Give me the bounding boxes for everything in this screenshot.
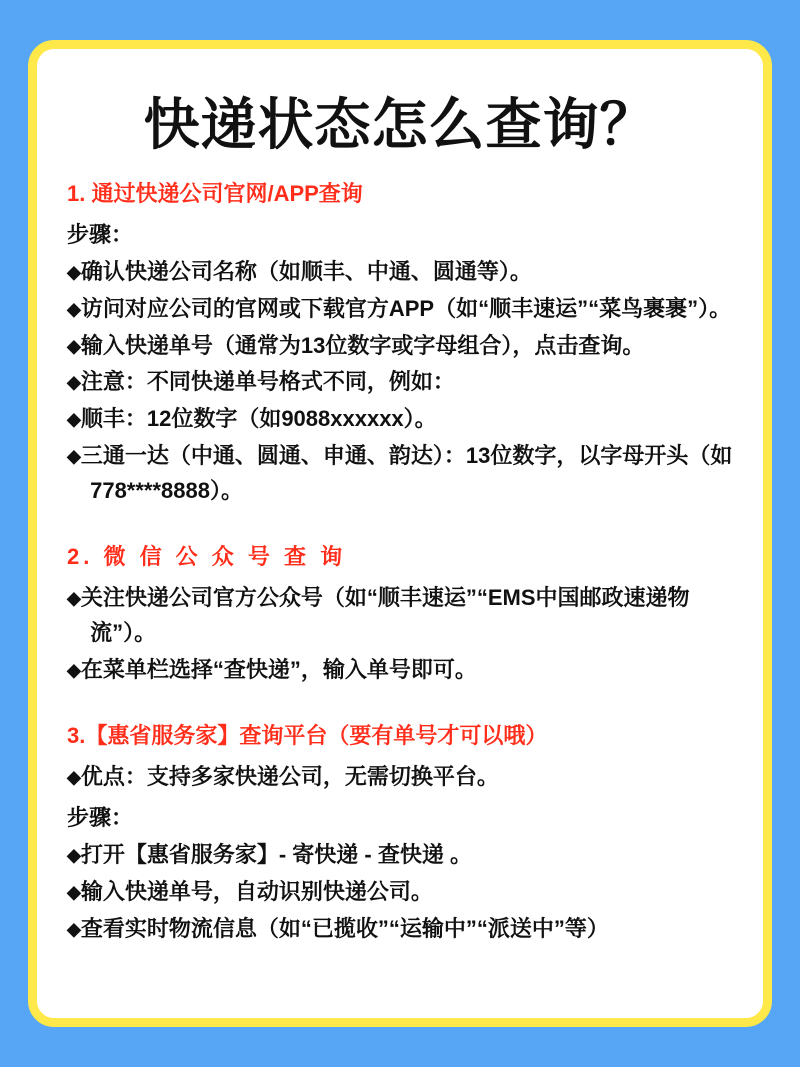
spacer: [67, 689, 733, 707]
list-item-text: 输入快递单号（通常为13位数字或字母组合），点击查询。: [80, 332, 645, 358]
spacer: [67, 510, 733, 528]
list-item: [67, 838, 733, 873]
list-item: [67, 329, 733, 364]
content-card: [28, 40, 772, 1027]
list-item-text: 三通一达（中通、圆通、申通、韵达）：13位数字，以字母开头（如778****8888）。: [80, 442, 733, 503]
diamond-bullet-icon: ◆: [67, 409, 81, 430]
list-item: [67, 292, 733, 327]
list-item-text: 确认快递公司名称（如顺丰、中通、圆通等）。: [80, 259, 532, 285]
list-item-text: 注意：不同快递单号格式不同，例如：: [80, 369, 455, 395]
section-3-heading: 3.【惠省服务家】查询平台（要有单号才可以哦）: [67, 723, 548, 749]
diamond-bullet-icon: ◆: [67, 445, 81, 466]
section-2-heading: 2. 微 信 公 众 号 查 询: [67, 544, 347, 570]
list-item: [67, 653, 733, 688]
diamond-bullet-icon: ◆: [67, 262, 81, 283]
list-item-text: 查看实时物流信息（如“已揽收”“运输中”“派送中”等）: [80, 915, 609, 941]
section-1-steps-label: 步骤：: [67, 222, 134, 248]
list-item-text: 顺丰：12位数字（如9088xxxxxx）。: [80, 406, 437, 432]
list-item: [67, 875, 733, 910]
list-item: [67, 581, 733, 651]
list-item: [67, 912, 733, 947]
list-item-text: 输入快递单号，自动识别快递公司。: [80, 878, 433, 904]
list-item-text: 打开【惠省服务家】- 寄快递 - 查快递 。: [80, 842, 472, 868]
list-item-text: 优点：支持多家快递公司，无需切换平台。: [80, 764, 499, 790]
diamond-bullet-icon: ◆: [67, 881, 81, 902]
diamond-bullet-icon: ◆: [67, 335, 81, 356]
diamond-bullet-icon: ◆: [67, 659, 81, 680]
list-item: [67, 255, 733, 290]
list-item: [67, 760, 733, 795]
list-item: [67, 439, 733, 509]
list-item: [67, 402, 733, 437]
diamond-bullet-icon: ◆: [67, 845, 81, 866]
list-item-text: 关注快递公司官方公众号（如“顺丰速运”“EMS中国邮政速递物流”）。: [80, 585, 690, 645]
diamond-bullet-icon: ◆: [67, 767, 81, 788]
list-item-text: 访问对应公司的官网或下载官方APP（如“顺丰速运”“菜鸟裹裹”）。: [80, 295, 732, 321]
diamond-bullet-icon: ◆: [67, 588, 81, 609]
list-item: [67, 365, 733, 400]
page-title: 快递状态怎么查询？: [143, 93, 657, 156]
section-3-steps-label: 步骤：: [67, 805, 134, 831]
diamond-bullet-icon: ◆: [67, 298, 81, 319]
list-item-text: 在菜单栏选择“查快递”，输入单号即可。: [80, 656, 477, 682]
diamond-bullet-icon: ◆: [67, 918, 81, 939]
diamond-bullet-icon: ◆: [67, 372, 81, 393]
section-1-heading: 1. 通过快递公司官网/APP查询: [67, 181, 363, 207]
